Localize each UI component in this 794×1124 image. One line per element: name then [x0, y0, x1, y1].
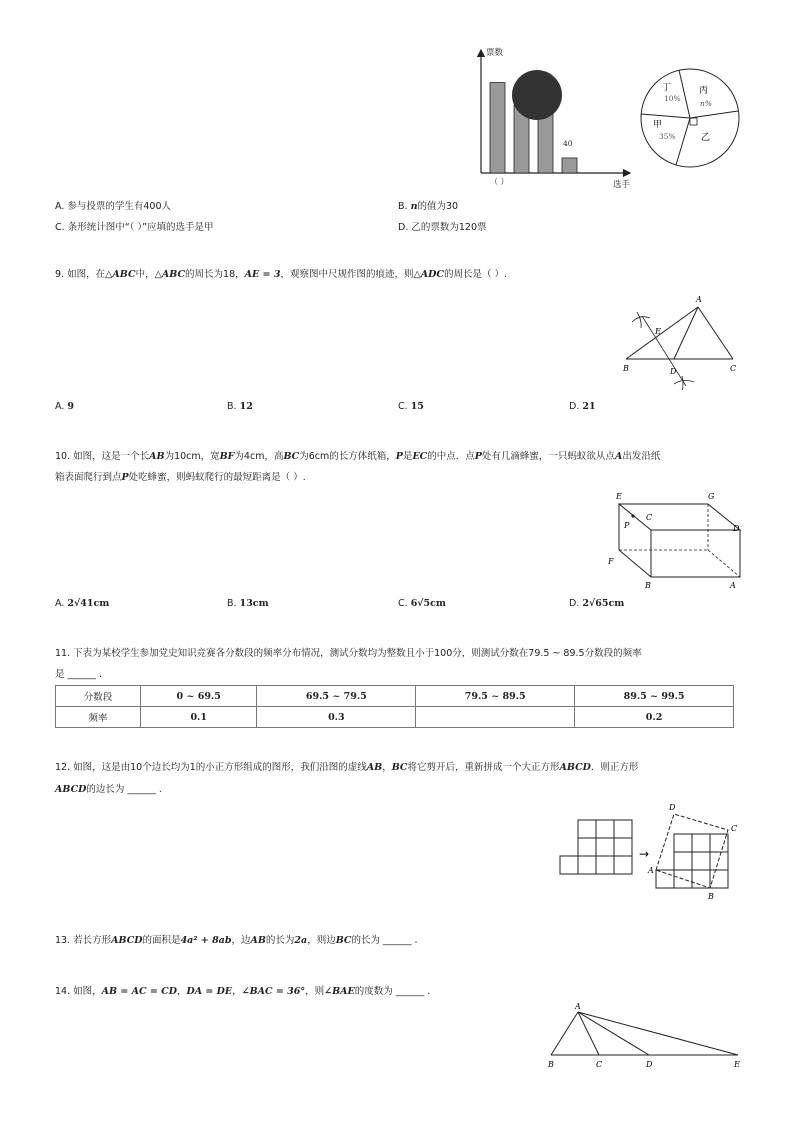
- q13-text: ，边: [231, 935, 251, 946]
- q12-text: 如图，这是由10个边长均为1的小正方形组成的图形，我们沿图的虚线: [73, 762, 367, 773]
- fig-label-D: D: [646, 1060, 653, 1069]
- fig-label-C: C: [730, 364, 737, 373]
- bar-1: [490, 83, 505, 173]
- option-value: 6√5cm: [410, 598, 446, 609]
- q12-text: ．则正方形: [590, 762, 639, 773]
- q10-option-c[interactable]: [398, 598, 446, 609]
- option-letter: C.: [398, 401, 408, 412]
- q10-text: 为6cm的长方体纸箱，: [299, 451, 396, 462]
- fig-label-P: P: [624, 521, 630, 530]
- table-cell: 0 ~ 69.5: [141, 686, 257, 707]
- table-cell: 79.5 ~ 89.5: [416, 686, 575, 707]
- fig-label-B: B: [548, 1060, 554, 1069]
- option-letter: D.: [398, 222, 409, 233]
- pie-pct-bing: n%: [700, 99, 712, 108]
- math-p: P: [121, 472, 129, 483]
- option-value: 13cm: [239, 598, 269, 609]
- fig-label-G: G: [708, 492, 715, 501]
- math-ab: AB: [149, 451, 165, 462]
- q9-option-a[interactable]: [55, 401, 74, 412]
- math-abcd: ABCD: [111, 935, 143, 946]
- option-letter: C.: [398, 598, 408, 609]
- q10-figure: [604, 486, 744, 592]
- bar-chart-ylabel: 票数: [486, 48, 504, 58]
- math-cond: AE = 3: [244, 269, 281, 280]
- ink-blot: [512, 70, 562, 120]
- q9-text: 如图，在: [67, 269, 106, 280]
- math-bc: BC: [283, 451, 300, 462]
- math-tri: △ADC: [413, 269, 444, 280]
- q12-text: 的边长为 ______ .: [86, 784, 162, 795]
- math-len: 2a: [294, 935, 308, 946]
- pie-pct-jia: 35%: [659, 132, 676, 141]
- q11-text: 下表为某校学生参加党史知识竞赛各分数段的频率分布情况，测试分数均为整数且小于100分，则测试分数在79.5 ~ 89.5分数段的频率: [73, 648, 642, 659]
- q10-option-a[interactable]: [55, 598, 109, 609]
- option-text: 参与投票的学生有400人: [67, 201, 172, 212]
- option-text: 条形统计图中“（ ）”应填的选手是甲: [67, 222, 214, 233]
- q9-text: 中，: [135, 269, 155, 280]
- q10-stem-line1: [55, 446, 660, 468]
- q10-text: 出发沿纸: [622, 451, 661, 462]
- option-letter: A.: [55, 598, 65, 609]
- math-area: 4a² + 8ab: [180, 935, 232, 946]
- q8-option-d[interactable]: [398, 219, 487, 233]
- q9-option-c[interactable]: [398, 401, 424, 412]
- option-text: 的值为30: [417, 201, 459, 212]
- q10-stem-line2: [55, 467, 306, 489]
- pie-label-bing: 丙: [699, 86, 709, 96]
- q13-text: 的面积是: [142, 935, 181, 946]
- q8-option-c[interactable]: [55, 219, 214, 233]
- q9-figure: [612, 290, 742, 390]
- table-cell: 0.2: [575, 707, 734, 728]
- math-n: n: [410, 201, 418, 212]
- q12-stem-line2: [55, 779, 162, 801]
- fig-label-C: C: [596, 1060, 603, 1069]
- q12-figure: [556, 800, 746, 904]
- table-cell: 0.3: [257, 707, 416, 728]
- math-ec: EC: [412, 451, 428, 462]
- question-number: 14.: [55, 986, 71, 997]
- q10-text: 为4cm，高: [234, 451, 284, 462]
- option-letter: B.: [227, 401, 237, 412]
- bar-chart-value-label: 40: [563, 139, 573, 148]
- fig-label-D: D: [733, 524, 740, 533]
- math-bc: BC: [391, 762, 408, 773]
- option-letter: A.: [55, 401, 65, 412]
- q9-text: 的周长为18，: [185, 269, 245, 280]
- question-number: 9.: [55, 269, 65, 280]
- bar-4: [562, 158, 577, 173]
- q11-stem-line1: [55, 643, 642, 665]
- fig-label-A: A: [575, 1002, 581, 1011]
- option-value: 2√65cm: [582, 598, 625, 609]
- fig-label-C: C: [731, 824, 738, 833]
- q12-stem-line1: [55, 757, 638, 779]
- q13-text: 的长为: [265, 935, 295, 946]
- table-row-label: 分数段: [56, 686, 141, 707]
- q10-text: 处有几滴蜂蜜，一只蚂蚁欲从点: [481, 451, 615, 462]
- frequency-table: [55, 685, 734, 728]
- option-letter: A.: [55, 201, 65, 212]
- pie-label-jia: 甲: [653, 120, 663, 130]
- pie-pct-ding: 10%: [664, 94, 681, 103]
- q10-option-b[interactable]: [227, 598, 269, 609]
- table-cell: 89.5 ~ 99.5: [575, 686, 734, 707]
- q14-text: ，则: [305, 986, 325, 997]
- q9-stem: [55, 264, 507, 286]
- math-angle: ∠BAE: [324, 986, 355, 997]
- math-bc: BC: [335, 935, 352, 946]
- option-letter: D.: [569, 598, 580, 609]
- math-p: P: [474, 451, 482, 462]
- q13-text: 的长为 ______ .: [351, 935, 418, 946]
- fig-arrow: →: [639, 847, 650, 861]
- math-ab: AB: [250, 935, 266, 946]
- pie-label-ding: 丁: [662, 83, 672, 93]
- option-letter: C.: [55, 222, 65, 233]
- math-ab: AB: [366, 762, 383, 773]
- fig-label-A: A: [730, 581, 736, 590]
- option-value: 12: [239, 401, 253, 412]
- q14-text: ，: [176, 986, 187, 997]
- option-text: 乙的票数为120票: [411, 222, 487, 233]
- q11-stem-line2: [55, 664, 102, 686]
- q10-text: 是: [402, 451, 413, 462]
- fig-label-B: B: [708, 892, 714, 901]
- option-value: 15: [410, 401, 424, 412]
- fig-label-D: D: [669, 803, 676, 812]
- fig-label-A: A: [648, 866, 654, 875]
- table-row-label: 频率: [56, 707, 141, 728]
- fig-label-E: E: [616, 492, 622, 501]
- q11-blank-text: 是 ______ .: [55, 669, 103, 680]
- q9-option-b[interactable]: [227, 401, 253, 412]
- math-abcd: ABCD: [55, 784, 87, 795]
- q8-option-a[interactable]: [55, 198, 171, 212]
- table-row: [56, 686, 734, 707]
- option-value: 2√41cm: [67, 598, 110, 609]
- math-bf: BF: [219, 451, 235, 462]
- q12-text: 将它剪开后，重新拼成一个大正方形: [407, 762, 560, 773]
- option-letter: B.: [398, 201, 408, 212]
- fig-label-E: E: [734, 1060, 740, 1069]
- table-cell-blank[interactable]: [416, 707, 575, 728]
- bar-chart-xlabel: 选手: [613, 180, 631, 190]
- pie-label-yi: 乙: [701, 133, 711, 143]
- table-row: [56, 707, 734, 728]
- q12-text: ，: [382, 762, 392, 773]
- q10-text: 如图，这是一个长: [73, 451, 150, 462]
- table-cell: 0.1: [141, 707, 257, 728]
- question-number: 13.: [55, 935, 71, 946]
- q13-stem: [55, 930, 418, 952]
- math-a: A: [614, 451, 623, 462]
- bar-chart-blank-label: （ ）: [490, 177, 509, 186]
- question-number: 12.: [55, 762, 71, 773]
- q14-text: 如图，: [73, 986, 102, 997]
- q14-stem: [55, 981, 430, 1003]
- pie-chart: [638, 66, 742, 170]
- option-value: 21: [582, 401, 596, 412]
- option-letter: B.: [227, 598, 237, 609]
- q10-text: 箱表面爬行到点: [55, 472, 122, 483]
- fig-label-F: F: [608, 557, 614, 566]
- math-tri: △ABC: [154, 269, 186, 280]
- q10-text: 处吃蜂蜜，则蚂蚁爬行的最短距离是（ ）.: [128, 472, 306, 483]
- math-tri: △ABC: [105, 269, 136, 280]
- q10-option-d[interactable]: [569, 598, 624, 609]
- q14-text: 的度数为 ______ .: [354, 986, 431, 997]
- table-cell: 69.5 ~ 79.5: [257, 686, 416, 707]
- q13-text: ，则边: [307, 935, 336, 946]
- q10-text: 的中点．点: [427, 451, 475, 462]
- fig-label-E: E: [655, 327, 661, 336]
- fig-label-C: C: [646, 513, 653, 522]
- q10-text: 为10cm，宽: [164, 451, 220, 462]
- math-angle: ∠BAC = 36°: [241, 986, 306, 997]
- fig-label-B: B: [623, 364, 629, 373]
- math-abcd: ABCD: [559, 762, 591, 773]
- q9-text: 的周长是（ ）.: [443, 269, 507, 280]
- q9-text: ，观察图中尺规作图的痕迹，则: [280, 269, 414, 280]
- question-number: 10.: [55, 451, 71, 462]
- fig-label-D: D: [670, 367, 677, 376]
- fig-label-B: B: [645, 581, 651, 590]
- option-value: 9: [67, 401, 75, 412]
- math-eq: DA = DE: [186, 986, 233, 997]
- q8-option-b[interactable]: [398, 198, 458, 212]
- q14-text: ，: [232, 986, 242, 997]
- q13-text: 若长方形: [73, 935, 112, 946]
- question-number: 11.: [55, 648, 71, 659]
- q14-figure: [540, 1000, 746, 1074]
- math-eq: AB = AC = CD: [101, 986, 177, 997]
- fig-label-A: A: [696, 295, 702, 304]
- q9-option-d[interactable]: [569, 401, 596, 412]
- bar-chart: [455, 40, 640, 190]
- math-p: P: [395, 451, 403, 462]
- option-letter: D.: [569, 401, 580, 412]
